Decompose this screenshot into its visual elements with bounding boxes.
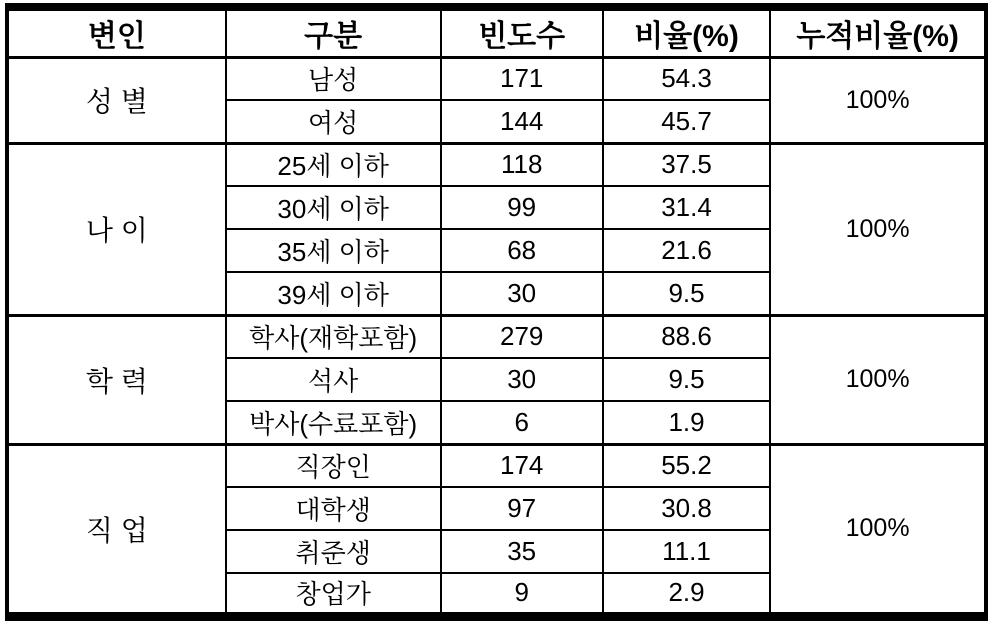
- variable-cell-occupation: 직업: [7, 444, 226, 616]
- frequency-cell: 30: [441, 272, 603, 315]
- category-cell: 학사(재학포함): [226, 315, 441, 358]
- ratio-cell: 1.9: [603, 401, 770, 444]
- frequency-cell: 35: [441, 530, 603, 573]
- category-cell: 25세 이하: [226, 143, 441, 186]
- table-row: [7, 57, 986, 100]
- frequency-cell: 6: [441, 401, 603, 444]
- frequency-cell: 171: [441, 57, 603, 100]
- category-cell: 취준생: [226, 530, 441, 573]
- frequency-cell: 9: [441, 573, 603, 616]
- ratio-cell: 21.6: [603, 229, 770, 272]
- category-cell: 대학생: [226, 487, 441, 530]
- ratio-cell: 54.3: [603, 57, 770, 100]
- header-category: 구분: [226, 7, 441, 57]
- table-row: [7, 315, 986, 358]
- frequency-cell: 97: [441, 487, 603, 530]
- table-row: [7, 444, 986, 487]
- header-variable: 변인: [7, 7, 226, 57]
- category-cell: 남성: [226, 57, 441, 100]
- cumulative-cell: 100%: [770, 57, 986, 143]
- table-row: [7, 143, 986, 186]
- variable-cell-age: 나이: [7, 143, 226, 315]
- category-cell: 여성: [226, 100, 441, 143]
- category-cell: 석사: [226, 358, 441, 401]
- ratio-cell: 2.9: [603, 573, 770, 616]
- header-frequency: 빈도수: [441, 7, 603, 57]
- cumulative-cell: 100%: [770, 315, 986, 444]
- ratio-cell: 11.1: [603, 530, 770, 573]
- frequency-cell: 144: [441, 100, 603, 143]
- frequency-cell: 99: [441, 186, 603, 229]
- cumulative-cell: 100%: [770, 143, 986, 315]
- ratio-cell: 9.5: [603, 272, 770, 315]
- header-row: [7, 7, 986, 57]
- ratio-cell: 30.8: [603, 487, 770, 530]
- demographics-table: [5, 3, 988, 621]
- category-cell: 35세 이하: [226, 229, 441, 272]
- frequency-cell: 118: [441, 143, 603, 186]
- ratio-cell: 88.6: [603, 315, 770, 358]
- frequency-cell: 30: [441, 358, 603, 401]
- ratio-cell: 55.2: [603, 444, 770, 487]
- header-cumulative: 누적비율(%): [770, 7, 986, 57]
- frequency-cell: 68: [441, 229, 603, 272]
- cumulative-cell: 100%: [770, 444, 986, 616]
- frequency-cell: 279: [441, 315, 603, 358]
- ratio-cell: 37.5: [603, 143, 770, 186]
- category-cell: 직장인: [226, 444, 441, 487]
- variable-cell-education: 학력: [7, 315, 226, 444]
- category-cell: 창업가: [226, 573, 441, 616]
- header-ratio: 비율(%): [603, 7, 770, 57]
- ratio-cell: 31.4: [603, 186, 770, 229]
- ratio-cell: 9.5: [603, 358, 770, 401]
- category-cell: 30세 이하: [226, 186, 441, 229]
- variable-cell-gender: 성별: [7, 57, 226, 143]
- category-cell: 39세 이하: [226, 272, 441, 315]
- category-cell: 박사(수료포함): [226, 401, 441, 444]
- frequency-cell: 174: [441, 444, 603, 487]
- ratio-cell: 45.7: [603, 100, 770, 143]
